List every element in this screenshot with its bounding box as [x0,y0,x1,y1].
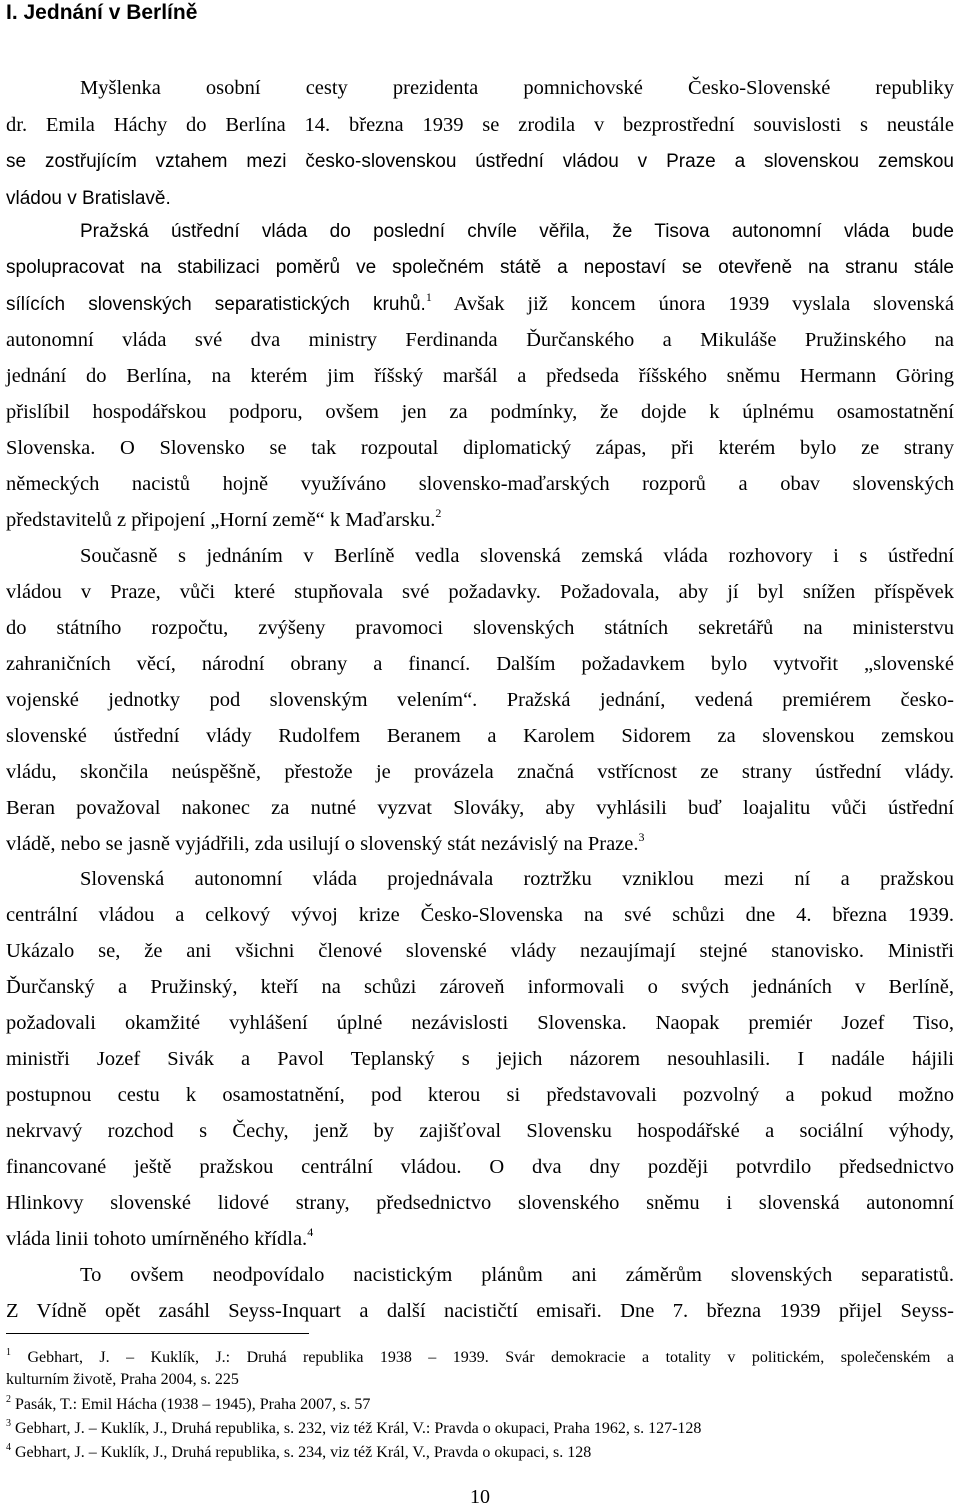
text-line: Slovenská autonomní vláda projednávala roztržku vzniklou mezi ní a pražskou [80,868,954,890]
text-line: dr. Emila Háchy do Berlína 14. března 1939 se zrodila v bezprostřední souvislosti s neustále [6,114,954,136]
text-line: vojenské jednotky pod slovenským velením“. Pražská jednání, vedená premiérem česko- [6,689,954,711]
footnote-ref[interactable]: 4 [307,1225,314,1239]
text-line: postupnou cestu k osamostatnění, pod kterou si představovali pozvolný a pokud možno [6,1084,954,1106]
text-line: Ďurčanský a Pružinský, kteří na schůzi zároveň informovali o svých jednáních v Berlíně, [6,976,954,998]
text-line: To ovšem neodpovídalo nacistickým plánům ani záměrům slovenských separatistů. [80,1264,954,1286]
text-line: Slovenska. O Slovensko se tak rozpoutal diplomatický zápas, při kterém bylo ze strany [6,437,954,459]
text-line: požadovali okamžité vyhlášení úplné nezávislosti Slovenska. Naopak premiér Jozef Tiso, [6,1012,954,1034]
text-line: autonomní vláda své dva ministry Ferdinanda Ďurčanského a Mikuláše Pružinského na [6,329,954,351]
text-line: financované ještě pražskou centrální vládou. O dva dny později potvrdilo předsednictvo [6,1156,954,1178]
text-line: zahraničních věcí, národní obrany a financí. Dalším požadavkem bylo vytvořit „slovenské [6,653,954,675]
text-line: centrální vládou a celkový vývoj krize Česko-Slovenska na své schůzi dne 4. března 1939. [6,904,954,926]
footnote: $^1$ Gebhart, J. – Kuklík, J.: Druhá republika 1938 – 1939. Svár demokracie a totality v politickém, společenském a [6,1347,954,1366]
text-line: spolupracovat na stabilizaci poměrů ve společném státě a nepostaví se otevřeně na stranu stále [6,257,954,278]
footnote-ref[interactable]: 2 [435,506,442,520]
footnote-ref[interactable]: 3 [638,830,645,844]
text-line: vládou v Bratislavě. [6,188,171,209]
text-line: jednání do Berlína, na kterém jim říšský maršál a předseda říšského sněmu Hermann Göring [6,365,954,387]
footnote-ref[interactable]: 1 [425,290,432,304]
text-line: vládou v Praze, vůči které stupňovala své požadavky. Požadovala, aby jí byl snížen příspěvek [6,581,954,603]
footnote-continuation: kulturním životě, Praha 2004, s. 225 [6,1371,239,1388]
text-line: Pražská ústřední vláda do poslední chvíle věřila, že Tisova autonomní vláda bude [80,221,954,242]
text-line: přislíbil hospodářskou podporu, ovšem jen za podmínky, že dojde k úplnému osamostatnění [6,401,954,423]
text-line: ministři Jozef Sivák a Pavol Teplanský s jejich názorem nesouhlasili. I nadále hájili [6,1048,954,1070]
text-line: nekrvavý rozchod s Čechy, jenž by zajišťoval Slovensku hospodářské a sociální výhody, [6,1120,954,1142]
text-line: Hlinkovy slovenské lidové strany, předsednictvo slovenského sněmu i slovenská autonomní [6,1192,954,1214]
text-line: Z Vídně opět zasáhl Seyss-Inquart a další nacističtí emisaři. Dne 7. března 1939 přijel Seyss- [6,1300,954,1322]
text-line: se zostřujícím vztahem mezi česko-slovenskou ústřední vládou v Praze a slovenskou zemskou [6,151,954,172]
footnote: $^3$ Gebhart, J. – Kuklík, J., Druhá republika, s. 232, viz též Král, V.: Pravda o okupaci, Praha 1962, s. 127-128 [6,1418,702,1437]
text-line: vláda linii tohoto umírněného křídla.$^4$ [6,1225,314,1250]
page-number: 10 [470,1486,490,1508]
text-line: Ukázalo se, že ani všichni členové slovenské vlády nezaujímají stejné stanovisko. Ministři [6,940,954,962]
chapter-heading: I. Jednání v Berlíně [6,1,198,24]
text-line: představitelů z připojení „Horní země“ k Maďarsku.$^2$ [6,506,442,531]
footnote-separator [6,1333,309,1334]
text-line: Myšlenka osobní cesty prezidenta pomnichovské Česko-Slovenské republiky [80,77,954,99]
text-line: vládu, skončila neúspěšně, přestože je provázela značná vstřícnost ze strany ústřední vlády. [6,761,954,783]
text-line: sílících slovenských separatistických kruhů.$^1$ Avšak již koncem února 1939 vyslala slovenská [6,290,955,315]
text-line: slovenské ústřední vlády Rudolfem Beranem a Karolem Sidorem za slovenskou zemskou [6,725,954,747]
text-line: německých nacistů hojně využíváno slovensko-maďarských rozporů a obav slovenských [6,473,954,495]
text-line: Beran považoval nakonec za nutné vyzvat Slováky, aby vyhlásili buď loajalitu vůči ústřední [6,797,954,819]
footnote: $^2$ Pasák, T.: Emil Hácha (1938 – 1945), Praha 2007, s. 57 [6,1394,371,1413]
text-line: do státního rozpočtu, zvýšeny pravomoci slovenských státních sekretářů na ministerstvu [6,617,954,639]
text-line: vládě, nebo se jasně vyjádřili, zda usilují o slovenský stát nezávislý na Praze.$^3$ [6,830,645,855]
text-line: Současně s jednáním v Berlíně vedla slovenská zemská vláda rozhovory i s ústřední [80,545,954,567]
footnote: $^4$ Gebhart, J. – Kuklík, J., Druhá republika, s. 234, viz též Král, V., Pravda o okupaci, s. 128 [6,1442,592,1461]
